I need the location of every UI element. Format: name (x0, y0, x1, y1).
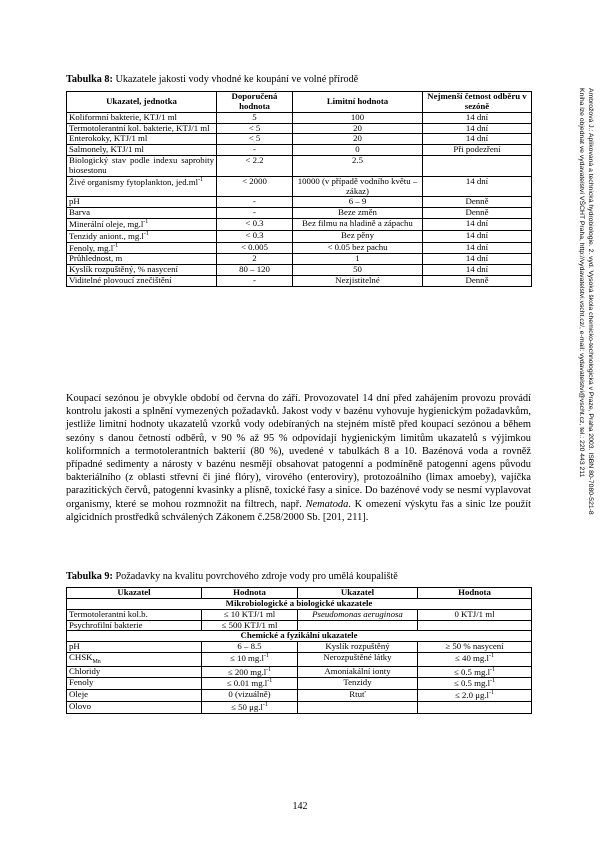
table9-cell: ≤ 40 $mg.l^{-1}$ (418, 653, 532, 666)
table8-cell: Denně (423, 208, 532, 219)
table9-header-cell: Ukazatel (298, 588, 418, 599)
side-note-line1: Ambrožová J.: Aplikovaná a technická hydrobiologie. 2. vyd. Vysoká škola chemicko-technologická v Praze, Praha 2003. ISBN 80-7080-521-8 (587, 88, 594, 515)
table8-row (67, 208, 532, 219)
table8-cell: 14 dní (423, 265, 532, 276)
table8-row (67, 156, 532, 177)
table8-row (67, 123, 532, 134)
table9-cell: Pseudomonas aeruginosa (298, 609, 418, 620)
table8-cell: < 5 (217, 134, 293, 145)
table9-cell: Tenzidy (298, 678, 418, 690)
table9 (66, 587, 532, 714)
table8-cell: - (217, 197, 293, 208)
table9-row (67, 690, 532, 702)
table9-row (67, 666, 532, 678)
table8-header-row (67, 92, 532, 113)
table9-cell: ≤ 0.5 $mg.l^{-1}$ (418, 666, 532, 678)
table9-cell (418, 701, 532, 713)
table8-cell: Denně (423, 276, 532, 287)
table8-cell: < 2.2 (217, 156, 293, 177)
table8-caption (66, 74, 358, 85)
table9-caption-text: Požadavky na kvalitu povrchového zdroje vody pro umělá koupaliště (112, 571, 398, 582)
table8-cell: Salmonely, KTJ/1 ml (67, 145, 217, 156)
table8-cell: 20 (293, 134, 423, 145)
table9-cell: Termotolerantní kol.b. (67, 609, 202, 620)
table8-cell: Termotolerantní kol. bakterie, KTJ/1 ml (67, 123, 217, 134)
table9-cell: pH (67, 642, 202, 653)
table8-cell: Tenzidy aniont., $mg.l^{-1}$ (67, 230, 217, 242)
table9-section-row (67, 631, 532, 642)
table9-row (67, 678, 532, 690)
table8-cell: Enterokoky, KTJ/1 ml (67, 134, 217, 145)
table9-cell: 0 (vizuálně) (202, 690, 298, 702)
table9-cell: ≤ 2.0 $\mu g.l^{-1}$ (418, 690, 532, 702)
table9-cell: ≤ 200 $mg.l^{-1}$ (202, 666, 298, 678)
table9-body (67, 598, 532, 713)
table8-cell: 10000 (v případě vodního květu – zákaz) (293, 176, 423, 197)
table9-cell: ≤ 0.5 $mg.l^{-1}$ (418, 678, 532, 690)
table9-cell: Kyslík rozpuštěný (298, 642, 418, 653)
table9-cell (298, 701, 418, 713)
table9-cell: Chloridy (67, 666, 202, 678)
table8-caption-label: Tabulka 8: (66, 74, 113, 85)
table8-row (67, 230, 532, 242)
table8-header-cell: Nejmenší četnost odběru v sezóně (423, 92, 532, 113)
table8-cell: Koliformní bakterie, KTJ/1 ml (67, 112, 217, 123)
table8-header-cell: Doporučená hodnota (217, 92, 293, 113)
table8-row (67, 254, 532, 265)
table8-cell: 1 (293, 254, 423, 265)
table8-cell: 0 (293, 145, 423, 156)
table8-cell: 20 (293, 123, 423, 134)
table9-cell: Amoniakální ionty (298, 666, 418, 678)
chsk-subscript: Mn (92, 658, 101, 665)
table9-cell: Nerozpuštěné látky (298, 653, 418, 666)
table8-cell: 6 – 9 (293, 197, 423, 208)
table8-cell: Kyslík rozpuštěný, % nasycení (67, 265, 217, 276)
table9-caption (66, 571, 398, 582)
table9-row (67, 653, 532, 666)
table9-header-cell: Ukazatel (67, 588, 202, 599)
side-note-line2: Kniha lze objednat ve vydavatelství VŠCHT Praha, http://vydavatelstvi.vscht.cz/, e-mail: vydavatelstvi@vscht.cz, tel.: 220 443 211 (578, 88, 585, 478)
table9-row (67, 620, 532, 631)
table9-cell: ≤ 10 KTJ/1 ml (202, 609, 298, 620)
table9-caption-label: Tabulka 9: (66, 571, 113, 582)
table8-caption-text: Ukazatele jakosti vody vhodné ke koupání ve volné přírodě (112, 74, 359, 85)
table8-cell (423, 156, 532, 177)
table8-cell: - (217, 208, 293, 219)
table8-cell: 5 (217, 112, 293, 123)
table8-cell: Živé organismy fytoplankton, $jed.ml^{-1}$ (67, 176, 217, 197)
table9-row (67, 642, 532, 653)
table8-cell: < 0.005 (217, 242, 293, 254)
table8-row (67, 197, 532, 208)
table8-row (67, 112, 532, 123)
table8-cell: Bez filmu na hladině a zápachu (293, 219, 423, 231)
table8-cell: < 2000 (217, 176, 293, 197)
paragraph-italic-term: Nematoda (305, 498, 349, 510)
table9-cell: ≤ 50 $\mu g.l^{-1}$ (202, 701, 298, 713)
table9-cell: ≥ 50 % nasycení (418, 642, 532, 653)
table8-row (67, 176, 532, 197)
table8-cell: < 5 (217, 123, 293, 134)
paragraph-text-end: . K omezení výskytu řas a sinic lze použít algicidních prostředků schválených Zákonem č.258/2000 Sb. [201, 211]. (66, 498, 531, 523)
table9-cell: Olovo (67, 701, 202, 713)
table9-cell: ≤ 500 KTJ/1 ml (202, 620, 298, 631)
table8-cell: 80 – 120 (217, 265, 293, 276)
table8-cell: 14 dní (423, 242, 532, 254)
table9-cell: ≤ 10 $mg.l^{-1}$ (202, 653, 298, 666)
table8-cell: Při podezření (423, 145, 532, 156)
table8-cell: 2 (217, 254, 293, 265)
table8-cell: < 0.3 (217, 230, 293, 242)
table8-cell: Denně (423, 197, 532, 208)
table9-section-heading: Chemické a fyzikální ukazatele (67, 631, 532, 642)
table9-section-row (67, 598, 532, 609)
page-number: 142 (292, 801, 308, 812)
table8-row (67, 276, 532, 287)
table8-cell: 14 dní (423, 176, 532, 197)
table9-cell: Rtuť (298, 690, 418, 702)
table8-body (67, 112, 532, 286)
paragraph-text: Koupací sezónou je obvykle období od června do září. Provozovatel 14 dní před zahájením provozu provádí kontrolu jakosti a splnění vymezených požadavků. Jakost vody v bazénu vyhovuje hygienickým požadavkům, jestliže limitní hodnoty ukazatelů vzorků vody odebíraných na stejném místě před koupací sezónou a během sezóny s danou četností odběrů, v 90 % až 95 % odpovídají hygienickým limitům ukazatelů s výjimkou koliformních a termotolerantních bakterií (80 %), uvedené v tabulkách 8 a 10. Bazénová voda a rovněž případné sedimenty a nárosty v bazénu nesmějí obsahovat patogenní a podmíněně patogenní agens původu bakteriálního (z oblasti střevní či jiné flóry), virového (enteroviry), protozoálního (limax amoeby), vajíčka parazitických červů, patogenní kvasinky a plísně, toxické řasy a sinice. Do bazénové vody se nesmí vyplavovat organismy, které se mohou rozmnožit na filtrech, např. (66, 393, 531, 510)
table8-header-cell: Ukazatel, jednotka (67, 92, 217, 113)
table8-cell: Nezjistitelné (293, 276, 423, 287)
table8-cell: 14 dní (423, 254, 532, 265)
table9-cell: Oleje (67, 690, 202, 702)
table9-cell (298, 620, 418, 631)
table8-cell: 14 dní (423, 112, 532, 123)
table8-cell: Minerální oleje, $mg.l^{-1}$ (67, 219, 217, 231)
table9-header-row (67, 588, 532, 599)
table8-row (67, 145, 532, 156)
table8-cell: 14 dní (423, 230, 532, 242)
table9-cell: ≤ 0.01 $mg.l^{-1}$ (202, 678, 298, 690)
table8-cell: - (217, 145, 293, 156)
table8-header-cell: Limitní hodnota (293, 92, 423, 113)
table8-cell: < 0.05 bez pachu (293, 242, 423, 254)
table8-cell: Barva (67, 208, 217, 219)
body-paragraph (66, 392, 531, 524)
table8-row (67, 265, 532, 276)
table8-cell: - (217, 276, 293, 287)
table9-cell: 6 – 8.5 (202, 642, 298, 653)
table8-cell: Fenoly, $mg.l^{-1}$ (67, 242, 217, 254)
table8-row (67, 134, 532, 145)
table9-cell (418, 620, 532, 631)
table9-cell: 0 KTJ/1 ml (418, 609, 532, 620)
table8-cell: 2.5 (293, 156, 423, 177)
table9-cell: $CHSK_{Mn}$ (67, 653, 202, 666)
table8-cell: 100 (293, 112, 423, 123)
table8-cell: Viditelné plovoucí znečištění (67, 276, 217, 287)
table8-row (67, 219, 532, 231)
table8-cell: pH (67, 197, 217, 208)
side-note (566, 88, 594, 648)
table8-cell: Biologický stav podle indexu saprobity biosestonu (67, 156, 217, 177)
table9-section-heading: Mikrobiologické a biologické ukazatele (67, 598, 532, 609)
table8 (66, 91, 532, 287)
table9-header-cell: Hodnota (202, 588, 298, 599)
table8-cell: Beze změn (293, 208, 423, 219)
table8-cell: < 0.3 (217, 219, 293, 231)
table9-cell: Fenoly (67, 678, 202, 690)
table8-row (67, 242, 532, 254)
table8-cell: 50 (293, 265, 423, 276)
table8-cell: 14 dní (423, 134, 532, 145)
table9-header-cell: Hodnota (418, 588, 532, 599)
table8-cell: 14 dní (423, 219, 532, 231)
table9-cell: Psychrofilní bakterie (67, 620, 202, 631)
table8-cell: 14 dní (423, 123, 532, 134)
table9-row (67, 609, 532, 620)
table8-cell: Bez pěny (293, 230, 423, 242)
table9-row (67, 701, 532, 713)
table8-cell: Průhlednost, m (67, 254, 217, 265)
